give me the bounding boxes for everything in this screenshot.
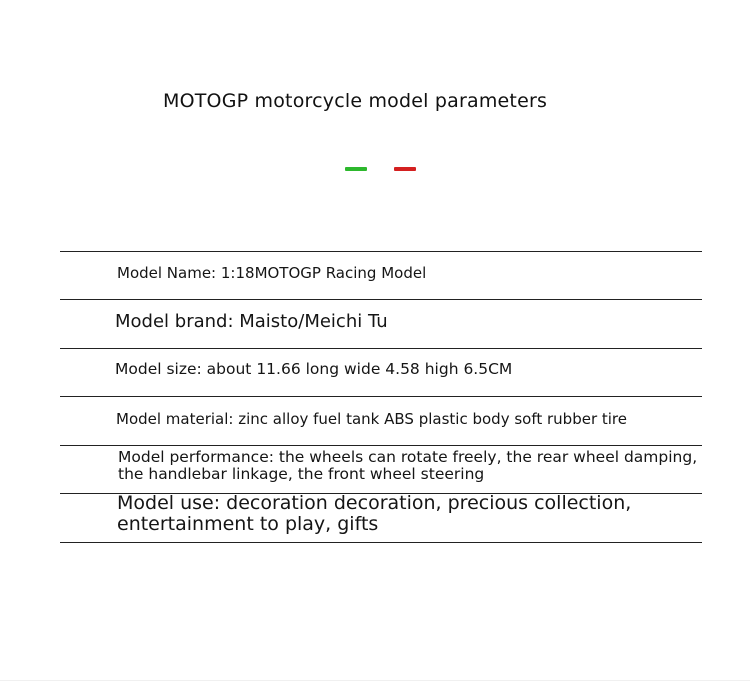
param-text: Model use: decoration decoration, precious collection, [117, 492, 632, 514]
bottom-divider [0, 680, 750, 681]
param-row-brand [115, 311, 388, 332]
param-row-material [116, 410, 627, 428]
param-row-use [117, 493, 631, 535]
red-accent-dash [394, 167, 416, 171]
param-text: Model performance: the wheels can rotate freely, the rear wheel damping, [118, 448, 698, 466]
table-rule [60, 542, 702, 543]
param-text: entertainment to play, gifts [117, 513, 379, 535]
param-text: Model brand: Maisto/Meichi Tu [115, 311, 388, 332]
page-title: MOTOGP motorcycle model parameters [163, 90, 548, 112]
table-rule [60, 251, 702, 252]
table-rule [60, 348, 702, 349]
param-row-performance [118, 449, 697, 483]
param-row-name [117, 264, 426, 282]
table-rule [60, 445, 702, 446]
table-rule [60, 299, 702, 300]
param-text: the handlebar linkage, the front wheel steering [118, 465, 485, 483]
table-rule [60, 396, 702, 397]
param-row-size [115, 360, 512, 378]
green-accent-dash [345, 167, 367, 171]
param-text: Model size: about 11.66 long wide 4.58 high 6.5CM [115, 360, 513, 378]
param-text: Model material: zinc alloy fuel tank ABS plastic body soft rubber tire [116, 410, 627, 428]
param-text: Model Name: 1:18MOTOGP Racing Model [117, 264, 427, 282]
